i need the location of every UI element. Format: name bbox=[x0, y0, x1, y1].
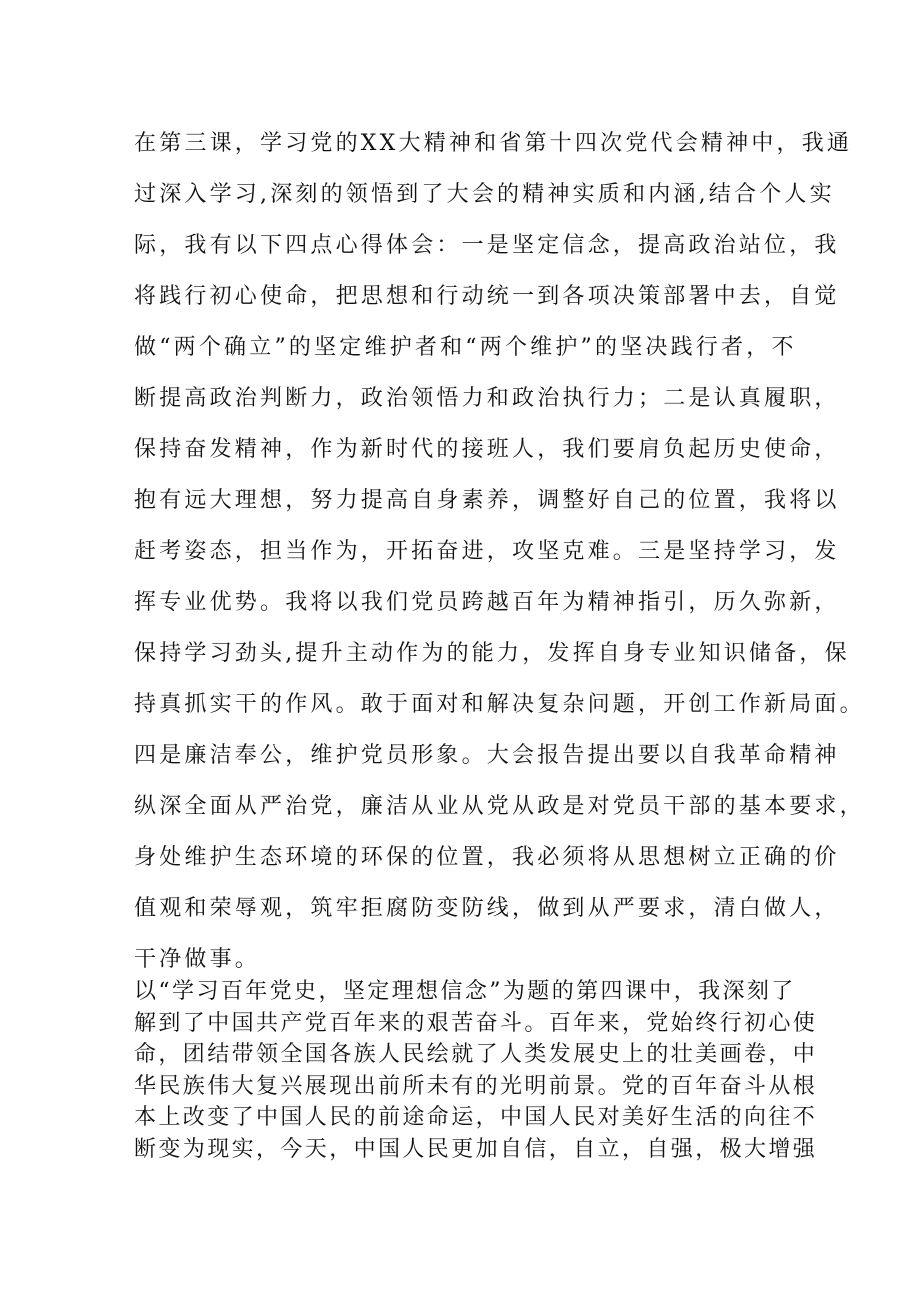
text-line: 将践行初心使命，把思想和行动统一到各项决策部署中去，自觉 bbox=[134, 284, 840, 309]
text-line: 身处维护生态环境的环保的位置，我必须将从思想树立正确的价 bbox=[134, 845, 840, 870]
text-line: 过深入学习,深刻的领悟到了大会的精神实质和内涵,结合个人实 bbox=[134, 182, 835, 207]
text-line: 华民族伟大复兴展现出前所未有的光明前景。党的百年奋斗从根 bbox=[134, 1073, 818, 1099]
text-line: 以“学习百年党史，坚定理想信念”为题的第四课中，我深刻了 bbox=[134, 979, 796, 1004]
text-line: 命，团结带领全国各族人民绘就了人类发展史上的壮美画卷，中 bbox=[134, 1042, 818, 1067]
text-line: 持真抓实干的作风。敢于面对和解决复杂问题，开创工作新局面。 bbox=[134, 692, 865, 717]
text-line: 保持奋发精神，作为新时代的接班人，我们要肩负起历史使命， bbox=[134, 437, 840, 462]
text-line: 保持学习劲头,提升主动作为的能力，发挥自身专业知识储备，保 bbox=[134, 641, 850, 666]
text-line: 解到了中国共产党百年来的艰苦奋斗。百年来，党始终行初心使 bbox=[134, 1010, 818, 1036]
paragraph-lesson-three bbox=[134, 118, 865, 985]
text-line: 抱有远大理想，努力提高自身素养，调整好自己的位置，我将以 bbox=[134, 488, 840, 513]
text-line: 挥专业优势。我将以我们党员跨越百年为精神指引，历久弥新， bbox=[134, 590, 840, 615]
paragraph-lesson-four bbox=[134, 976, 817, 1165]
text-line: 干净做事。 bbox=[134, 947, 261, 972]
text-line: 赶考姿态，担当作为，开拓奋进，攻坚克难。三是坚持学习，发 bbox=[134, 539, 840, 564]
text-line: 际，我有以下四点心得体会：一是坚定信念，提高政治站位，我 bbox=[134, 233, 840, 258]
text-line: 纵深全面从严治党，廉洁从业从党从政是对党员干部的基本要求， bbox=[134, 794, 865, 819]
text-line: 在第三课，学习党的XX大精神和省第十四次党代会精神中，我通 bbox=[134, 131, 853, 156]
text-line: 断变为现实，今天，中国人民更加自信，自立，自强，极大增强 bbox=[134, 1136, 818, 1162]
text-line: 本上改变了中国人民的前途命运，中国人民对美好生活的向往不 bbox=[134, 1105, 818, 1130]
text-line: 值观和荣辱观，筑牢拒腐防变防线，做到从严要求，清白做人， bbox=[134, 896, 840, 921]
text-line: 四是廉洁奉公，维护党员形象。大会报告提出要以自我革命精神 bbox=[134, 743, 840, 768]
text-line: 做“两个确立”的坚定维护者和“两个维护”的坚决践行者，不 bbox=[134, 335, 797, 360]
text-line: 断提高政治判断力，政治领悟力和政治执行力；二是认真履职， bbox=[134, 386, 840, 411]
